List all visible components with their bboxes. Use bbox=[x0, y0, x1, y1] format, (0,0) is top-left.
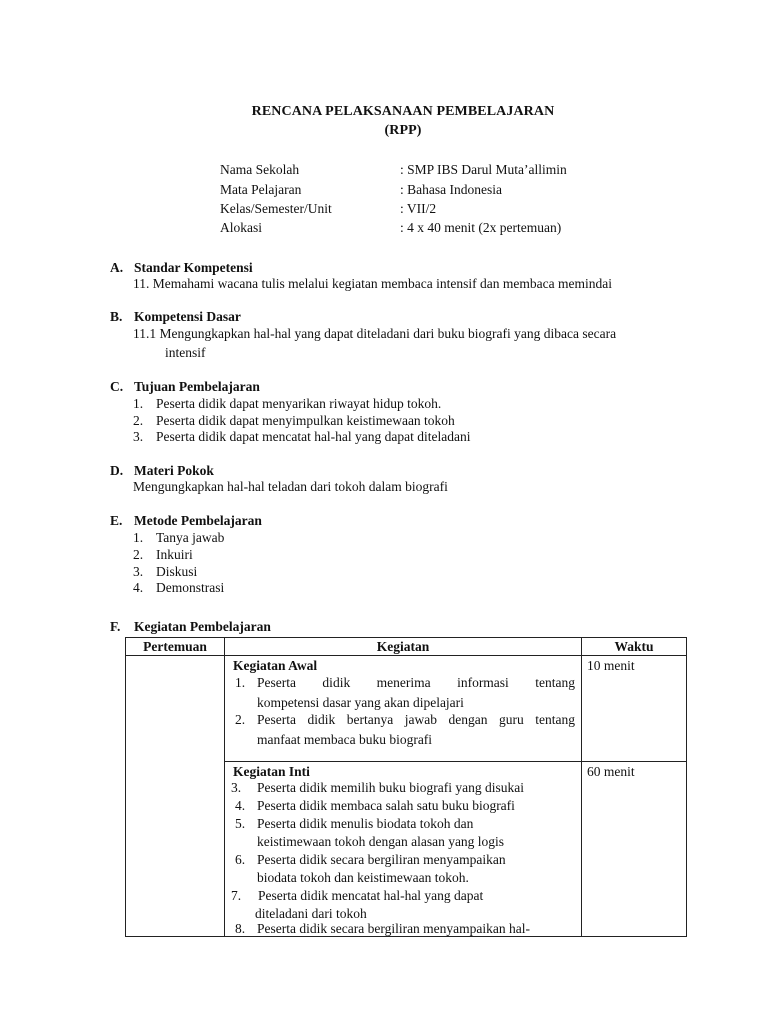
waktu-awal-cell bbox=[582, 656, 687, 762]
kegiatan-inti-title: Kegiatan Inti bbox=[233, 764, 310, 779]
list-number: 1. bbox=[133, 396, 144, 411]
identity-label: Kelas/Semester/Unit bbox=[220, 201, 332, 216]
list-item: Peserta didik mencatat hal-hal yang dapat bbox=[258, 888, 484, 903]
waktu-inti-cell bbox=[582, 762, 687, 937]
waktu-awal: 10 menit bbox=[587, 658, 635, 673]
list-item: Peserta didik membaca salah satu buku biografi bbox=[257, 798, 515, 813]
section-letter: F. bbox=[110, 619, 121, 634]
list-item: Peserta didik dapat mencatat hal-hal yang dapat diteladani bbox=[156, 429, 471, 444]
section-d-text: Mengungkapkan hal-hal teladan dari tokoh dalam biografi bbox=[133, 479, 448, 494]
kegiatan-awal-title: Kegiatan Awal bbox=[233, 658, 318, 673]
list-number: 4. bbox=[235, 798, 246, 813]
list-number: 2. bbox=[235, 712, 246, 727]
list-item: Peserta didik memilih buku biografi yang disukai bbox=[257, 780, 524, 795]
list-number: 8. bbox=[235, 921, 246, 936]
list-item: Peserta didik secara bergiliran menyampaikan bbox=[257, 852, 506, 867]
identity-label: Mata Pelajaran bbox=[220, 182, 302, 197]
section-b-line1: 11.1 Mengungkapkan hal-hal yang dapat diteladani dari buku biografi yang dibaca secara bbox=[133, 326, 617, 341]
section-b-heading bbox=[110, 308, 241, 325]
section-letter: A. bbox=[110, 260, 124, 275]
list-number: 5. bbox=[235, 816, 246, 831]
list-item: Peserta didik secara bergiliran menyampaikan hal- bbox=[257, 921, 531, 936]
list-number: 4. bbox=[133, 580, 144, 595]
list-item: Diskusi bbox=[156, 564, 198, 579]
header-waktu: Waktu bbox=[582, 638, 687, 656]
list-number: 7. bbox=[231, 888, 242, 903]
list-item-cont: keistimewaan tokoh dengan alasan yang logis bbox=[257, 834, 505, 849]
list-number: 2. bbox=[133, 413, 144, 428]
section-title: Metode Pembelajaran bbox=[134, 513, 262, 528]
identity-label: Nama Sekolah bbox=[220, 162, 300, 177]
identity-value: : SMP IBS Darul Muta’allimin bbox=[400, 162, 567, 177]
identity-label: Alokasi bbox=[220, 220, 262, 235]
list-item: Peserta didik dapat menyimpulkan keistimewaan tokoh bbox=[156, 413, 455, 428]
list-number: 6. bbox=[235, 852, 246, 867]
list-number: 3. bbox=[133, 564, 144, 579]
section-title: Kompetensi Dasar bbox=[134, 309, 241, 324]
list-item: Peserta didik menulis biodata tokoh dan bbox=[257, 816, 474, 831]
section-title: Materi Pokok bbox=[134, 463, 214, 478]
list-item: Peserta didik dapat menyarikan riwayat hidup tokoh. bbox=[156, 396, 442, 411]
list-item-cont: diteladani dari tokoh bbox=[255, 906, 367, 921]
list-item-cont: manfaat membaca buku biografi bbox=[257, 732, 433, 747]
list-item: Tanya jawab bbox=[156, 530, 225, 545]
list-item: Inkuiri bbox=[156, 547, 193, 562]
section-c-heading bbox=[110, 378, 260, 395]
activities-table bbox=[125, 637, 687, 937]
section-letter: E. bbox=[110, 513, 123, 528]
list-item: Peserta didik menerima informasi tentang bbox=[257, 675, 575, 690]
section-f-heading bbox=[110, 618, 271, 635]
section-b-line2: intensif bbox=[165, 345, 206, 360]
table-row bbox=[126, 656, 687, 762]
waktu-inti: 60 menit bbox=[587, 764, 635, 779]
section-letter: D. bbox=[110, 463, 124, 478]
section-d-heading bbox=[110, 462, 214, 479]
section-letter: C. bbox=[110, 379, 124, 394]
list-number: 2. bbox=[133, 547, 144, 562]
header-pertemuan: Pertemuan bbox=[126, 638, 225, 656]
list-item: Demonstrasi bbox=[156, 580, 225, 595]
identity-value: : VII/2 bbox=[400, 201, 437, 216]
document-subtitle: (RPP) bbox=[384, 123, 422, 138]
list-number: 3. bbox=[231, 780, 242, 795]
list-number: 1. bbox=[235, 675, 246, 690]
kegiatan-awal-cell bbox=[225, 656, 582, 762]
identity-value: : 4 x 40 menit (2x pertemuan) bbox=[400, 220, 562, 235]
table-header-row bbox=[126, 638, 687, 656]
section-title: Kegiatan Pembelajaran bbox=[134, 619, 271, 634]
section-title: Tujuan Pembelajaran bbox=[134, 379, 260, 394]
pertemuan-cell bbox=[126, 656, 225, 937]
section-letter: B. bbox=[110, 309, 123, 324]
list-number: 3. bbox=[133, 429, 144, 444]
section-title: Standar Kompetensi bbox=[134, 260, 253, 275]
section-e-heading bbox=[110, 512, 262, 529]
section-a-text: 11. Memahami wacana tulis melalui kegiatan membaca intensif dan membaca memindai bbox=[133, 276, 612, 291]
identity-value: : Bahasa Indonesia bbox=[400, 182, 502, 197]
list-number: 1. bbox=[133, 530, 144, 545]
document-title: RENCANA PELAKSANAAN PEMBELAJARAN bbox=[251, 104, 555, 119]
list-item-cont: biodata tokoh dan keistimewaan tokoh. bbox=[257, 870, 469, 885]
list-item: Peserta didik bertanya jawab dengan guru tentang bbox=[257, 712, 575, 727]
header-kegiatan: Kegiatan bbox=[225, 638, 582, 656]
section-a-heading bbox=[110, 259, 253, 276]
list-item-cont: kompetensi dasar yang akan dipelajari bbox=[257, 695, 464, 710]
kegiatan-inti-cell bbox=[225, 762, 582, 937]
